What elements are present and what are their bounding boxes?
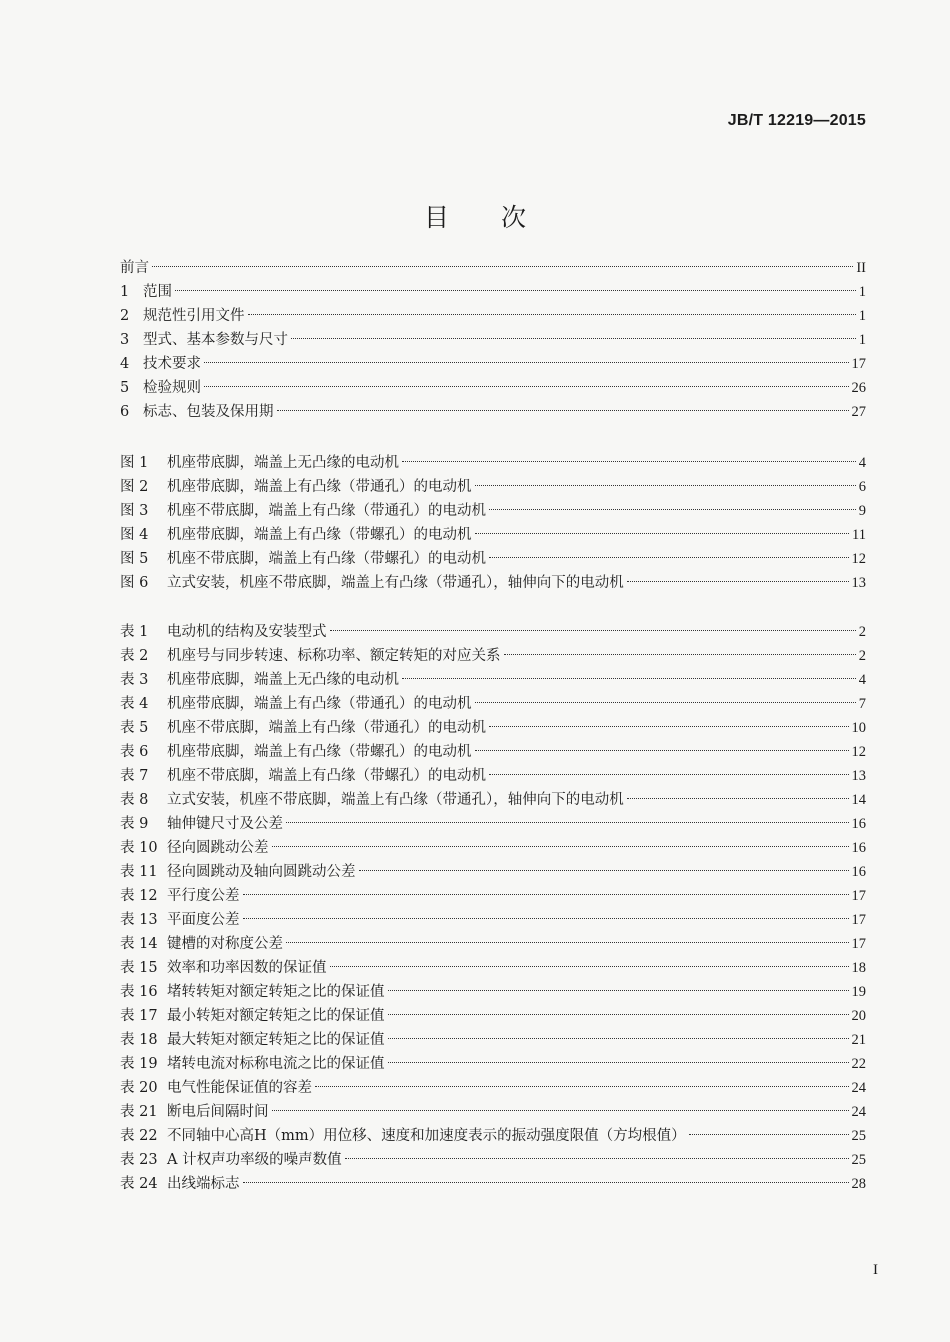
toc-entry-page: 28	[851, 1176, 866, 1192]
toc-entry-number: 5	[120, 380, 130, 396]
toc-entry-label: 机座不带底脚，端盖上有凸缘（带螺孔）的电动机	[167, 768, 486, 784]
toc-entry-page: 26	[851, 380, 866, 396]
toc-entry-label: 电动机的结构及安装型式	[167, 624, 327, 640]
dot-leader	[243, 894, 849, 895]
toc-entry[interactable]	[120, 1100, 866, 1124]
toc-entry-label: 规范性引用文件	[143, 308, 245, 324]
dot-leader	[388, 1062, 849, 1063]
toc-entry[interactable]	[120, 980, 866, 1004]
toc-entry-label: 堵转转矩对额定转矩之比的保证值	[167, 984, 385, 1000]
toc-entry-label: 轴伸键尺寸及公差	[167, 816, 283, 832]
dot-leader	[402, 461, 856, 462]
toc-entry-number: 表 16	[120, 984, 158, 1000]
dot-leader	[204, 386, 849, 387]
toc-entry-page: 25	[851, 1152, 866, 1168]
toc-entry-number: 表 11	[120, 864, 158, 880]
toc-entry-number: 表 18	[120, 1032, 158, 1048]
toc-entry-label: 机座带底脚，端盖上无凸缘的电动机	[167, 672, 399, 688]
toc-entry-number: 2	[120, 308, 130, 324]
toc-entry-page: 6	[858, 479, 866, 495]
toc-entry[interactable]	[120, 812, 866, 836]
toc-entry-page: 10	[851, 720, 866, 736]
dot-leader	[175, 290, 856, 291]
dot-leader	[504, 654, 856, 655]
toc-figures	[120, 451, 866, 595]
dot-leader	[152, 266, 853, 267]
toc-entry-label: 径向圆跳动及轴向圆跳动公差	[167, 864, 356, 880]
toc-entry-number: 表 7	[120, 768, 149, 784]
toc-entry[interactable]	[120, 956, 866, 980]
toc-entry-label: A 计权声功率级的噪声数值	[167, 1152, 342, 1168]
toc-entry-label: 不同轴中心高H（mm）用位移、速度和加速度表示的振动强度限值（方均根值）	[167, 1128, 686, 1144]
dot-leader	[330, 966, 849, 967]
toc-entry[interactable]	[120, 256, 866, 280]
toc-entry[interactable]	[120, 884, 866, 908]
toc-entry-number: 图 5	[120, 551, 149, 567]
dot-leader	[388, 1014, 849, 1015]
toc-entry-label: 平面度公差	[167, 912, 240, 928]
dot-leader	[388, 1038, 849, 1039]
dot-leader	[475, 533, 850, 534]
toc-entry-number: 表 2	[120, 648, 149, 664]
toc-entry[interactable]	[120, 836, 866, 860]
toc-entry[interactable]	[120, 451, 866, 475]
toc-entry-label: 立式安装，机座不带底脚，端盖上有凸缘（带通孔），轴伸向下的电动机	[167, 792, 624, 808]
page-title: 目次	[423, 203, 578, 232]
dot-leader	[315, 1086, 849, 1087]
dot-leader	[243, 1182, 849, 1183]
toc-entry-number: 表 22	[120, 1128, 158, 1144]
toc-entry-label: 最大转矩对额定转矩之比的保证值	[167, 1032, 385, 1048]
toc-entry-label: 径向圆跳动公差	[167, 840, 269, 856]
dot-leader	[204, 362, 849, 363]
toc-entry[interactable]	[120, 788, 866, 812]
toc-entry-page: II	[856, 260, 866, 276]
toc-entry-number: 表 8	[120, 792, 149, 808]
toc-entry-page: 21	[851, 1032, 866, 1048]
toc-entry-label: 机座带底脚，端盖上有凸缘（带通孔）的电动机	[167, 479, 472, 495]
toc-entry-label: 机座带底脚，端盖上无凸缘的电动机	[167, 455, 399, 471]
dot-leader	[291, 338, 856, 339]
toc-entry[interactable]	[120, 716, 866, 740]
toc-entry-page: 13	[851, 575, 866, 591]
toc-entry-number: 表 10	[120, 840, 158, 856]
toc-entry-number: 表 24	[120, 1176, 158, 1192]
toc-entry[interactable]	[120, 1076, 866, 1100]
toc-entry[interactable]	[120, 304, 866, 328]
toc-entry-page: 4	[858, 455, 866, 471]
toc-entry-number: 图 2	[120, 479, 149, 495]
toc-entry-label: 机座号与同步转速、标称功率、额定转矩的对应关系	[167, 648, 501, 664]
dot-leader	[475, 750, 849, 751]
toc-entry-number: 图 3	[120, 503, 149, 519]
dot-leader	[489, 509, 856, 510]
toc-entry[interactable]	[120, 376, 866, 400]
toc-entry-label: 机座带底脚，端盖上有凸缘（带螺孔）的电动机	[167, 527, 472, 543]
toc-entry-number: 图 6	[120, 575, 149, 591]
toc-entry[interactable]	[120, 1148, 866, 1172]
toc-entry-page: 22	[851, 1056, 866, 1072]
toc-entry-number: 表 14	[120, 936, 158, 952]
dot-leader	[243, 918, 849, 919]
toc-entry-number: 表 20	[120, 1080, 158, 1096]
toc-entry-page: 17	[851, 356, 866, 372]
toc-entry-number: 表 21	[120, 1104, 158, 1120]
toc-entry-number: 表 5	[120, 720, 149, 736]
toc-entry-label: 标志、包装及保用期	[143, 404, 274, 420]
toc-entry-page: 13	[851, 768, 866, 784]
toc-entry-label: 断电后间隔时间	[167, 1104, 269, 1120]
toc-entry-number: 图 4	[120, 527, 149, 543]
toc-entry-page: 17	[851, 888, 866, 904]
dot-leader	[388, 990, 849, 991]
toc-entry-number: 1	[120, 284, 130, 300]
toc-entry-number: 表 23	[120, 1152, 158, 1168]
toc-entry[interactable]	[120, 571, 866, 595]
dot-leader	[489, 774, 849, 775]
toc-entry-label: 机座不带底脚，端盖上有凸缘（带通孔）的电动机	[167, 720, 486, 736]
toc-entry-label: 技术要求	[143, 356, 201, 372]
toc-entry-label: 键槽的对称度公差	[167, 936, 283, 952]
toc-entry-page: 24	[851, 1104, 866, 1120]
standard-code: JB/T 12219—2015	[727, 112, 866, 129]
toc-entry-number: 表 12	[120, 888, 158, 904]
toc-entry[interactable]	[120, 475, 866, 499]
toc-entry-label: 立式安装，机座不带底脚，端盖上有凸缘（带通孔），轴伸向下的电动机	[167, 575, 624, 591]
dot-leader	[272, 846, 849, 847]
toc-entry[interactable]	[120, 740, 866, 764]
toc-entry[interactable]	[120, 1004, 866, 1028]
toc-entry[interactable]	[120, 280, 866, 304]
dot-leader	[345, 1158, 849, 1159]
dot-leader	[330, 630, 856, 631]
toc-entry-label: 效率和功率因数的保证值	[167, 960, 327, 976]
toc-entry-label: 机座不带底脚，端盖上有凸缘（带通孔）的电动机	[167, 503, 486, 519]
toc-entry[interactable]	[120, 547, 866, 571]
dot-leader	[277, 410, 849, 411]
dot-leader	[359, 870, 849, 871]
dot-leader	[689, 1134, 849, 1135]
toc-entry-page: 20	[851, 1008, 866, 1024]
toc-entry-page: 1	[858, 308, 866, 324]
toc-entry[interactable]	[120, 860, 866, 884]
toc-entry-number: 表 9	[120, 816, 149, 832]
toc-entry-page: 2	[858, 648, 866, 664]
toc-entry-number: 表 4	[120, 696, 149, 712]
toc-entry-label: 机座带底脚，端盖上有凸缘（带螺孔）的电动机	[167, 744, 472, 760]
toc-entry-number: 3	[120, 332, 130, 348]
toc-entry-page: 1	[858, 332, 866, 348]
toc-entry-page: 4	[858, 672, 866, 688]
toc-entry-label: 机座带底脚，端盖上有凸缘（带通孔）的电动机	[167, 696, 472, 712]
toc-entry[interactable]	[120, 499, 866, 523]
dot-leader	[402, 678, 856, 679]
toc-entry-page: 17	[851, 936, 866, 952]
toc-entry-page: 24	[851, 1080, 866, 1096]
toc-entry-page: 19	[851, 984, 866, 1000]
toc-entry[interactable]	[120, 1124, 866, 1148]
toc-entry-number: 图 1	[120, 455, 149, 471]
toc-entry-page: 14	[851, 792, 866, 808]
toc-entry-label: 最小转矩对额定转矩之比的保证值	[167, 1008, 385, 1024]
toc-entry-label: 前言	[120, 260, 149, 276]
toc-entry-number: 表 3	[120, 672, 149, 688]
toc-entry[interactable]	[120, 523, 866, 547]
page-number: I	[873, 1262, 878, 1278]
toc-entry[interactable]	[120, 328, 866, 352]
toc-entry[interactable]	[120, 352, 866, 376]
toc-entry-label: 电气性能保证值的容差	[167, 1080, 312, 1096]
toc-entry-label: 堵转电流对标称电流之比的保证值	[167, 1056, 385, 1072]
toc-entry-page: 17	[851, 912, 866, 928]
dot-leader	[475, 485, 856, 486]
toc-entry-label: 出线端标志	[167, 1176, 240, 1192]
toc-entry-page: 12	[851, 744, 866, 760]
dot-leader	[248, 314, 856, 315]
dot-leader	[272, 1110, 849, 1111]
toc-entry-page: 18	[851, 960, 866, 976]
toc-entry-label: 范围	[143, 284, 172, 300]
toc-entry-page: 25	[851, 1128, 866, 1144]
toc-entry-page: 16	[851, 816, 866, 832]
toc-entry[interactable]	[120, 620, 866, 644]
dot-leader	[627, 581, 849, 582]
toc-entry[interactable]	[120, 908, 866, 932]
toc-entry-page: 27	[851, 404, 866, 420]
toc-entry-number: 表 17	[120, 1008, 158, 1024]
dot-leader	[627, 798, 849, 799]
toc-entry-label: 机座不带底脚，端盖上有凸缘（带螺孔）的电动机	[167, 551, 486, 567]
dot-leader	[286, 822, 849, 823]
toc-entry[interactable]	[120, 400, 866, 424]
toc-entry-page: 11	[852, 527, 866, 543]
toc-entry-number: 表 19	[120, 1056, 158, 1072]
toc-entry-page: 16	[851, 864, 866, 880]
dot-leader	[286, 942, 849, 943]
toc-entry-page: 1	[858, 284, 866, 300]
toc-entry[interactable]	[120, 1172, 866, 1196]
dot-leader	[489, 726, 849, 727]
toc-tables	[120, 620, 866, 1196]
toc-entry-number: 6	[120, 404, 130, 420]
toc-entry-label: 检验规则	[143, 380, 201, 396]
toc-entry[interactable]	[120, 932, 866, 956]
toc-entry-number: 表 1	[120, 624, 149, 640]
toc-entry-page: 2	[858, 624, 866, 640]
toc-entry-page: 12	[851, 551, 866, 567]
toc-entry[interactable]	[120, 1052, 866, 1076]
toc-entry-number: 表 6	[120, 744, 149, 760]
toc-entry-number: 表 15	[120, 960, 158, 976]
dot-leader	[475, 702, 856, 703]
toc-entry[interactable]	[120, 764, 866, 788]
toc-entry[interactable]	[120, 668, 866, 692]
toc-entry-page: 16	[851, 840, 866, 856]
toc-entry-page: 9	[858, 503, 866, 519]
dot-leader	[489, 557, 849, 558]
toc-entry-page: 7	[858, 696, 866, 712]
toc-entry[interactable]	[120, 692, 866, 716]
toc-entry-label: 型式、基本参数与尺寸	[143, 332, 288, 348]
toc-sections	[120, 256, 866, 424]
toc-entry-label: 平行度公差	[167, 888, 240, 904]
toc-entry-number: 4	[120, 356, 130, 372]
toc-entry[interactable]	[120, 644, 866, 668]
toc-entry-number: 表 13	[120, 912, 158, 928]
toc-entry[interactable]	[120, 1028, 866, 1052]
